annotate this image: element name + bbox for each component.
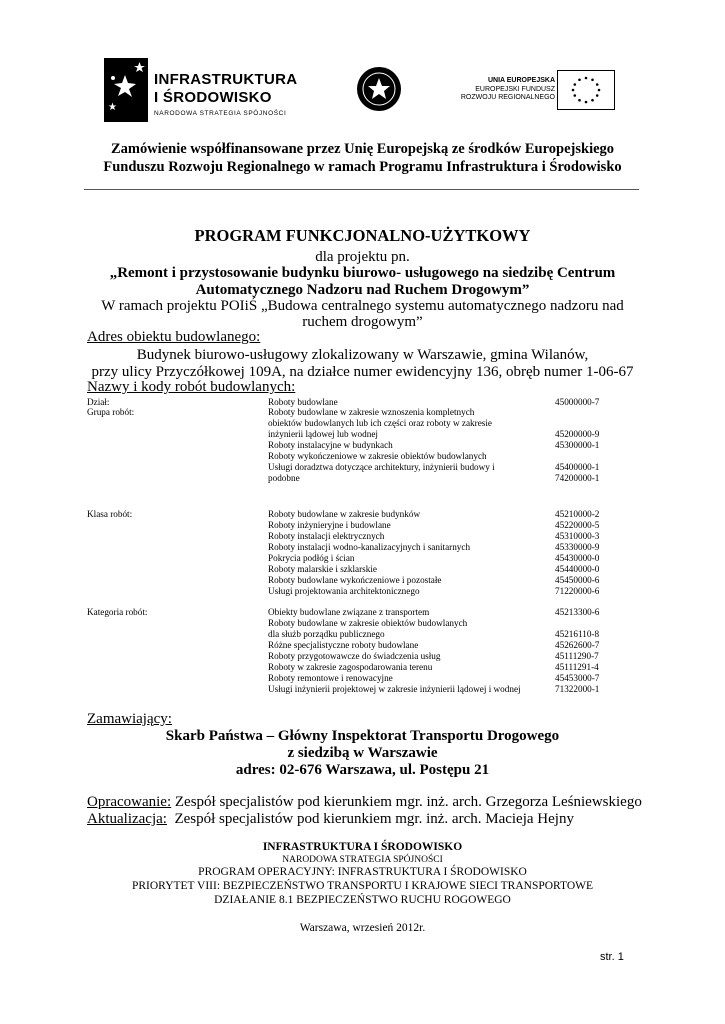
page-number: str. 1 [600, 951, 624, 963]
footer-line-4: PRIORYTET VIII: BEZPIECZEŃSTWO TRANSPORTU I KRAJOWE SIECI TRANSPORTOWE [131, 880, 594, 892]
eu-line-2: EUROPEJSKI FUNDUSZ [475, 85, 555, 93]
code-row-code: 45330000-9 [555, 542, 600, 552]
project-name-line-1: „Remont i przystosowanie budynku biurowo- usługowego na siedzibę Centrum [109, 265, 616, 281]
document-title: PROGRAM FUNKCJONALNO-UŻYTKOWY [194, 226, 531, 245]
code-row-name: Roboty inżynieryjne i budowlane [268, 520, 391, 530]
code-row-name: Roboty instalacyjne w budynkach [268, 440, 393, 450]
code-row-name: Obiekty budowlane związane z transportem [268, 607, 430, 617]
updated-by-label: Aktualizacja: [87, 811, 167, 827]
code-row-name: Roboty instalacji wodno-kanalizacyjnych i sanitarnych [268, 542, 471, 552]
code-row-code: 45400000-1 [555, 462, 600, 472]
code-row-name: Roboty remontowe i renowacyjne [268, 673, 393, 683]
code-row-code: 45220000-5 [555, 520, 600, 530]
eu-line-1: UNIA EUROPEJSKA [487, 77, 555, 84]
cofinancing-statement [0, 140, 725, 176]
for-project-label: dla projektu pn. [315, 249, 410, 265]
code-row-code: 45440000-0 [555, 564, 600, 574]
cofinancing-line-1: Zamówienie współfinansowane przez Unię Europejską ze środków Europejskiego [110, 141, 615, 157]
address-line-1: Budynek biurowo-usługowy zlokalizowany w Warszawie, gmina Wilanów, [136, 347, 589, 363]
address-heading: Adres obiektu budowlanego: [87, 329, 261, 345]
footer-line-5: DZIAŁANIE 8.1 BEZPIECZEŃSTWO RUCHU ROGOWEGO [214, 894, 511, 906]
code-row-label: Kategoria robót: [87, 607, 148, 617]
code-row-code: 45430000-0 [555, 553, 600, 563]
code-row-code: 45310000-3 [555, 531, 600, 541]
logo-line-1: INFRASTRUKTURA [154, 71, 298, 88]
footer-line-2: NARODOWA STRATEGIA SPÓJNOŚCI [282, 855, 443, 865]
star-emblem-icon [104, 58, 148, 122]
code-row-name: Usługi inżynierii projektowej w zakresie inżynierii lądowej i wodnej [268, 684, 521, 694]
code-row-name: Pokrycia podłóg i ścian [268, 553, 355, 563]
code-row-name: Roboty budowlane w zakresie wznoszenia kompletnych [268, 407, 475, 417]
code-row-name: Roboty budowlane wykończeniowe i pozostałe [268, 575, 442, 585]
code-row-name: Roboty budowlane [268, 397, 338, 407]
footer-line-1: INFRASTRUKTURA I ŚRODOWISKO [262, 841, 463, 853]
project-name-line-2: Automatycznego Nadzoru nad Ruchem Drogowym” [195, 282, 530, 298]
code-row-code: 45111290-7 [555, 651, 599, 661]
codes-heading: Nazwy i kody robót budowlanych: [87, 379, 296, 395]
code-row-name: Roboty budowlane w zakresie budynków [268, 509, 421, 519]
place-date: Warszawa, wrzesień 2012r. [299, 922, 426, 934]
code-row-code: 71220000-6 [555, 586, 600, 596]
code-row-name: Różne specjalistyczne roboty budowlane [268, 640, 419, 650]
dzial-code: 45000000-7 [555, 397, 600, 407]
code-row-name: dla służb porządku publicznego [268, 629, 385, 639]
logo-line-2: I ŚRODOWISKO [154, 89, 272, 106]
cofinancing-line-2: Funduszu Rozwoju Regionalnego w ramach Programu Infrastruktura i Środowisko [103, 159, 622, 175]
code-row-name: Roboty w zakresie zagospodarowania terenu [268, 662, 433, 672]
code-row-label: Klasa robót: [87, 509, 133, 519]
logo-line-3: NARODOWA STRATEGIA SPÓJNOŚCI [154, 110, 287, 117]
code-row-code: 45216110-8 [555, 629, 600, 639]
client-line-3: adres: 02-676 Warszawa, ul. Postępu 21 [235, 762, 490, 778]
prepared-by-row [87, 793, 642, 811]
client-heading: Zamawiający: [87, 711, 172, 727]
code-row-name: Roboty budowlane w zakresie obiektów budowlanych [268, 618, 468, 628]
code-row-code: 45300000-1 [555, 440, 600, 450]
eu-flag-icon [557, 70, 615, 110]
updated-by-text: Zespół specjalistów pod kierunkiem mgr. inż. arch. Macieja Hejny [166, 811, 574, 827]
prepared-by-label: Opracowanie: [87, 794, 172, 810]
code-row-name: Usługi doradztwa dotyczące architektury, inżynierii budowy i [268, 462, 495, 472]
code-row-code: 45453000-7 [555, 673, 600, 683]
code-row-name: inżynierii lądowej lub wodnej [268, 429, 378, 439]
code-row-code: 45200000-9 [555, 429, 600, 439]
client-line-1: Skarb Państwa – Główny Inspektorat Transportu Drogowego [165, 728, 560, 744]
code-row-name: Roboty instalacji elektrycznych [268, 531, 385, 541]
code-row-name: obiektów budowlanych lub ich części oraz roboty w zakresie [268, 418, 492, 428]
code-row-code: 45210000-2 [555, 509, 600, 519]
inspectorate-seal-icon [356, 66, 402, 112]
address-line-2: przy ulicy Przyczółkowej 109A, na działce numer ewidencyjny 136, obręb numer 1-06-67 [91, 364, 634, 380]
eu-line-3: ROZWOJU REGIONALNEGO [460, 94, 555, 102]
header-divider [84, 189, 639, 190]
code-row-code: 45450000-6 [555, 575, 600, 585]
code-row-name: Roboty wykończeniowe w zakresie obiektów budowlanych [268, 451, 487, 461]
code-row-label: Dział: [87, 397, 110, 407]
code-row-name: Roboty malarskie i szklarskie [268, 564, 377, 574]
code-row-code: 71322000-1 [555, 684, 600, 694]
prepared-by-text: Zespół specjalistów pod kierunkiem mgr. inż. arch. Grzegorza Leśniewskiego [171, 794, 642, 810]
pois-line-1: W ramach projektu POIiŚ „Budowa centralnego systemu automatycznego nadzoru nad [101, 298, 624, 314]
code-row-code: 45213300-6 [555, 607, 600, 617]
footer-line-3: PROGRAM OPERACYJNY: INFRASTRUKTURA I ŚRODOWISKO [198, 866, 527, 878]
code-row-name: podobne [268, 473, 300, 483]
code-row-name: Usługi projektowania architektonicznego [268, 586, 420, 596]
code-row-code: 45262600-7 [555, 640, 600, 650]
code-row-code: 45111291-4 [555, 662, 599, 672]
eu-text-block [455, 77, 555, 103]
updated-by-row [87, 810, 574, 828]
infrastruktura-logo [104, 58, 298, 122]
code-row-label: Grupa robót: [87, 407, 135, 417]
client-line-2: z siedzibą w Warszawie [287, 745, 438, 761]
code-row-name: Roboty przygotowawcze do świadczenia usług [268, 651, 441, 661]
pois-line-2: ruchem drogowym” [302, 314, 423, 330]
code-row-code: 74200000-1 [555, 473, 600, 483]
